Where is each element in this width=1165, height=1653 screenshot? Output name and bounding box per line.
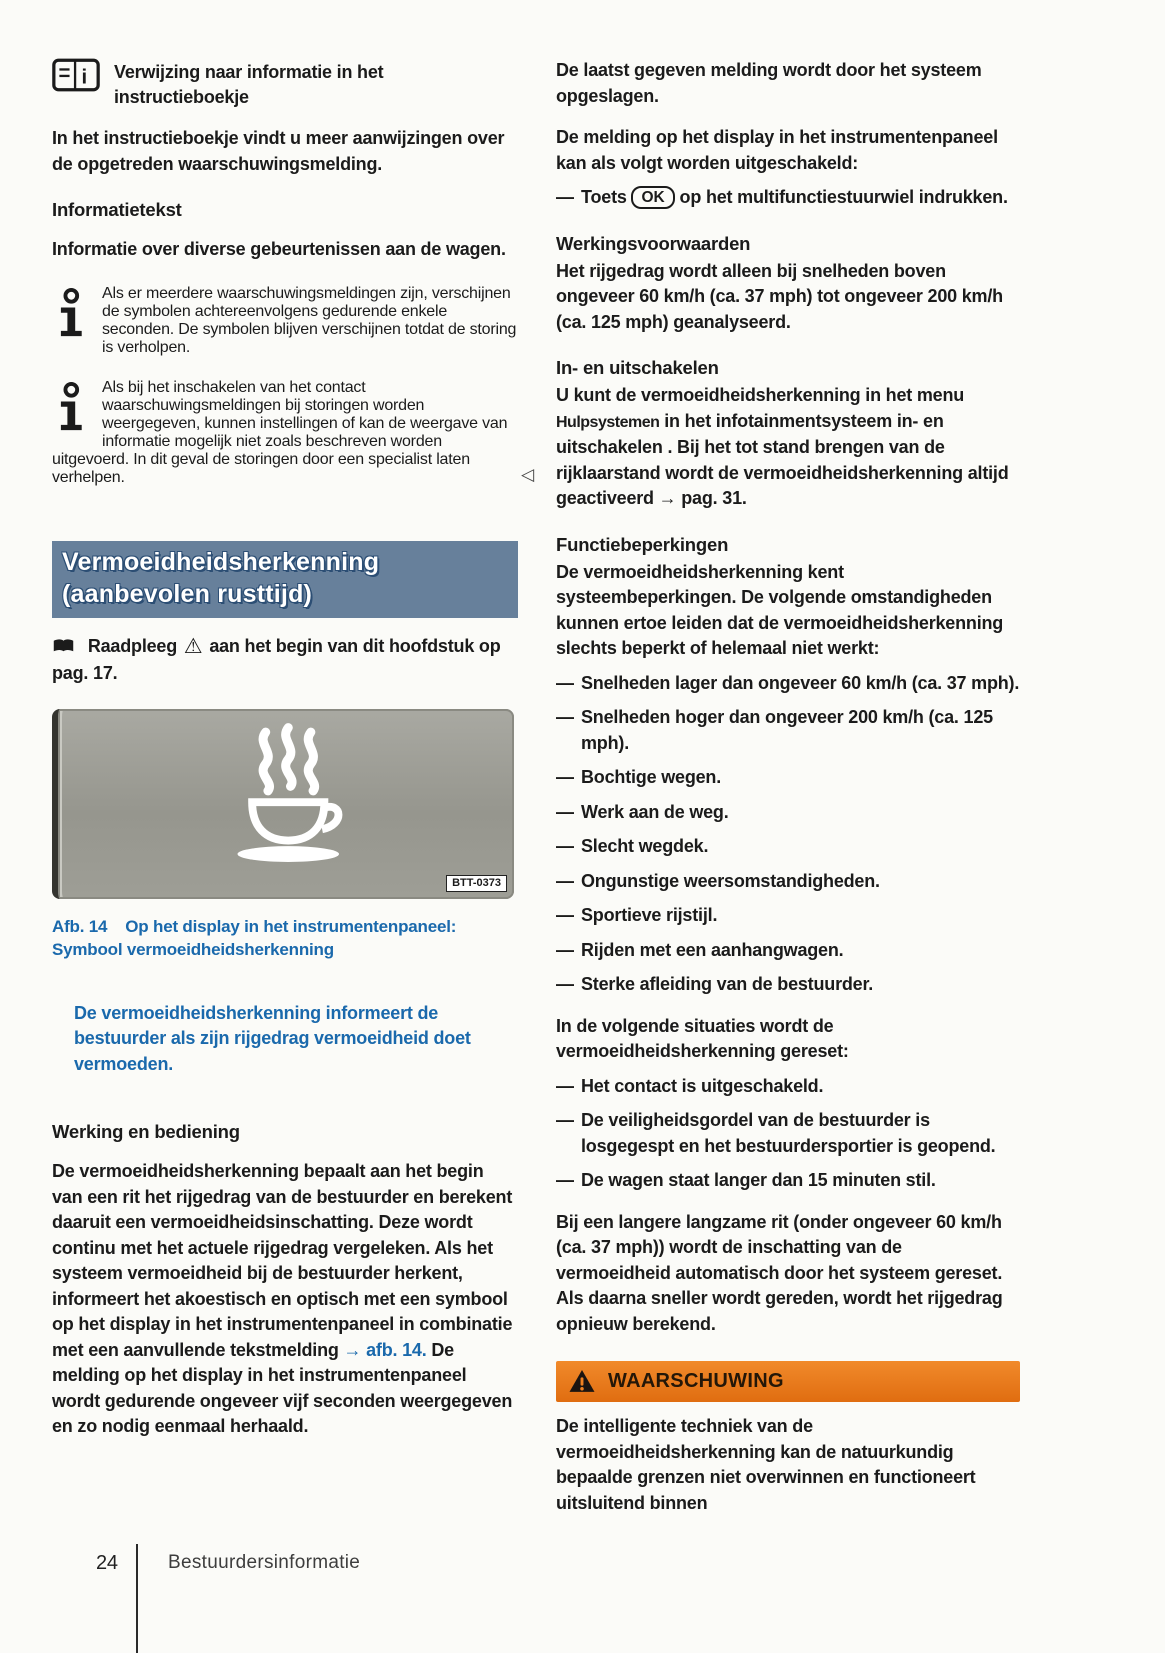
figure-cross-reference: → afb. 14. — [343, 1339, 427, 1360]
heading-werkingsvoorwaarden: Werkingsvoorwaarden — [556, 232, 751, 254]
in-uitschakelen-post: in het infotainmentsysteem in- en uitschakelen . Bij het tot stand brengen van de rijklaarstand wordt de vermoeidheidsherkenning altijd geactiveerd → pag. 31. — [556, 410, 1009, 508]
heading-in-en-uitschakelen: In- en uitschakelen — [556, 357, 719, 378]
warning-triangle-icon — [568, 1369, 596, 1394]
warning-box — [556, 1361, 1020, 1516]
paragraph-disable-message: De melding op het display in het instrumentenpaneel kan als volgt worden uitgeschakeld: — [556, 127, 998, 173]
list-item: — Snelheden hoger dan ongeveer 200 km/h (ca. 125 mph). — [556, 705, 1020, 756]
coffee-cup-icon — [207, 723, 365, 870]
figure-caption-text: Op het display in het instrumentenpaneel: Symbool vermoeidheidsherkenning — [52, 916, 457, 959]
heading-functiebeperkingen: Functiebeperkingen — [556, 533, 729, 555]
figure-tag: BTT-0373 — [446, 875, 507, 892]
list-item — [556, 185, 1020, 211]
heading-werking-en-bediening: Werking en bediening — [52, 1121, 240, 1142]
ref-note-title: Verwijzing naar informatie in het instructieboekje — [114, 62, 384, 107]
list-item: — De wagen staat langer dan 15 minuten stil. — [556, 1168, 1020, 1194]
consult-note — [52, 634, 518, 687]
section-end-icon: ◁ — [521, 464, 534, 485]
ref-note-body: In het instructieboekje vindt u meer aanwijzingen over de opgetreden waarschuwingsmelding. — [52, 128, 505, 174]
page-number: 24 — [96, 1552, 118, 1574]
werkingsvoorwaarden-body: Het rijgedrag wordt alleen bij snelheden boven ongeveer 60 km/h (ca. 37 mph) tot ongeveer 200 km/h (ca. 125 mph) geanalyseerd. — [556, 260, 1003, 332]
left-column — [52, 58, 534, 1440]
instruction-reference-note — [52, 58, 518, 110]
footer-divider — [136, 1544, 138, 1653]
info-note-2 — [52, 378, 534, 487]
section-banner — [52, 541, 518, 618]
list-item: — Sterke afleiding van de bestuurder. — [556, 972, 1020, 998]
list-item: — Bochtige wegen. — [556, 765, 1020, 791]
svg-text:i: i — [81, 66, 88, 89]
werking-body — [52, 1159, 518, 1440]
footer-section-title: Bestuurdersinformatie — [168, 1552, 361, 1573]
instruction-booklet-icon — [52, 58, 100, 97]
paragraph-saved-message: De laatst gegeven melding wordt door het systeem opgeslagen. — [556, 60, 982, 106]
ok-button-key: OK — [631, 186, 674, 209]
list-item: — De veiligheidsgordel van de bestuurder is losgegespt en het bestuurdersportier is geopend. — [556, 1108, 1020, 1159]
in-uitschakelen-pre: U kunt de vermoeidheidsherkenning in het menu — [556, 385, 965, 405]
warning-header — [556, 1361, 1020, 1402]
werking-body-1: De vermoeidheidsherkenning bepaalt aan het begin van een rit het rijgedrag van de bestuurder en berekent daaruit een vermoeidheidsinschatting. Deze wordt continu met het actuele rijgedrag vergeleken. Als het systeem vermoeidheid bij de bestuurder herkent, informeert het akoestisch en optisch met een symbool op het display in het instrumentenpaneel in combinatie met een aanvullende tekstmelding — [52, 1161, 513, 1360]
list-item: — Slecht wegdek. — [556, 834, 1020, 860]
figure-caption — [52, 915, 518, 961]
consult-pre: Raadpleeg — [87, 635, 178, 656]
info-icon — [54, 288, 86, 340]
info-icon — [54, 382, 86, 434]
info-note-1 — [52, 285, 518, 357]
section-title: Vermoeidheidsherkenning (aanbevolen rusttijd) — [62, 547, 380, 608]
info-note-2-text: Als bij het inschakelen van het contact waarschuwingsmeldingen bij storingen worden weergegeven, kunnen instellingen of kan de weergave van informatie mogelijk niet zoals beschreven worden uitgevoerd. In dit geval de storingen door een specialist laten verhelpen. — [52, 378, 508, 486]
list-item: — Rijden met een aanhangwagen. — [556, 938, 1020, 964]
reset-conditions-list — [556, 1074, 1020, 1194]
menu-name-hulpsystemen: Hulpsystemen — [556, 413, 660, 431]
in-uitschakelen-body — [556, 383, 1020, 512]
section-intro: De vermoeidheidsherkenning informeert de bestuurder als zijn rijgedrag vermoeidheid doet vermoeden. — [74, 1002, 471, 1074]
list-item: — Ongunstige weersomstandigheden. — [556, 869, 1020, 895]
warning-title: WAARSCHUWING — [608, 1370, 784, 1392]
reset-intro: In de volgende situaties wordt de vermoeidheidsherkenning gereset: — [556, 1015, 849, 1061]
disable-steps-list — [556, 185, 1020, 211]
book-icon — [52, 638, 80, 658]
ok-step-pre: Toets — [581, 187, 627, 207]
paragraph-slow-drive-reset: Bij een langere langzame rit (onder ongeveer 60 km/h (ca. 37 mph)) wordt de inschatting van de vermoeidheid automatisch door het systeem gereset. Als daarna sneller wordt gereden, wordt het rijgedrag opnieuw berekend. — [556, 1211, 1003, 1334]
ok-step-post: op het multifunctiestuurwiel indrukken. — [679, 187, 1008, 207]
consult-post: aan het begin van dit hoofdstuk op pag. 17. — [52, 635, 501, 683]
functiebeperkingen-body: De vermoeidheidsherkenning kent systeembeperkingen. De volgende omstandigheden kunnen ertoe leiden dat de vermoeidheidsherkenning slechts beperkt of helemaal niet werkt: — [556, 561, 1004, 658]
limitations-list — [556, 671, 1020, 998]
list-item: — Het contact is uitgeschakeld. — [556, 1074, 1020, 1100]
figure-caption-label: Afb. 14 — [52, 916, 108, 936]
instrument-display — [52, 709, 514, 899]
list-item: — Werk aan de weg. — [556, 800, 1020, 826]
warning-triangle-icon: ⚠ — [183, 633, 203, 658]
list-item: — Sportieve rijstijl. — [556, 903, 1020, 929]
figure-fatigue-display — [52, 709, 518, 961]
list-item: — Snelheden lager dan ongeveer 60 km/h (ca. 37 mph). — [556, 671, 1020, 697]
warning-body: De intelligente techniek van de vermoeidheidsherkenning kan de natuurkundig bepaalde grenzen niet overwinnen en functioneert uitsluitend binnen — [556, 1416, 976, 1513]
informatietekst-body: Informatie over diverse gebeurtenissen aan de wagen. — [52, 239, 506, 259]
heading-informatietekst: Informatietekst — [52, 199, 182, 220]
werking-body-2: De melding op het display in het instrumentenpaneel wordt gedurende ongeveer vijf seconden weergegeven en zo nodig eenmaal herhaald. — [52, 1339, 513, 1436]
right-column — [556, 58, 1020, 1516]
info-note-1-text: Als er meerdere waarschuwingsmeldingen zijn, verschijnen de symbolen achtereenvolgens gedurende enkele seconden. De symbolen blijven verschijnen totdat de storing is verholpen. — [102, 284, 517, 356]
